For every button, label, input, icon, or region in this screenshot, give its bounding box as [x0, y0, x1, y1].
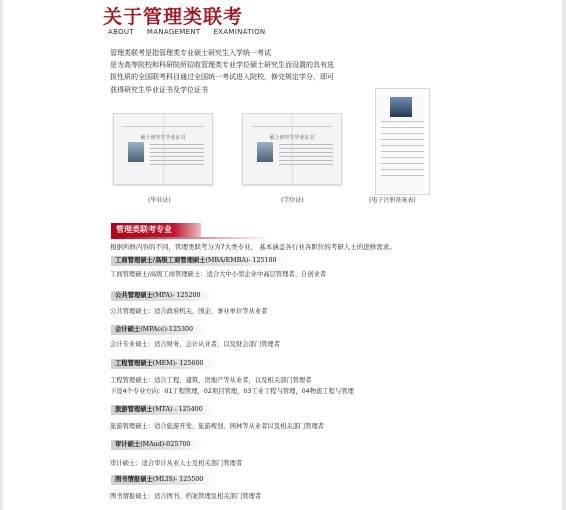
- diploma-certificate-image: [113, 113, 213, 185]
- registration-record-image: [375, 88, 430, 195]
- intro-line: 管理类联考是指管理类专业硕士研究生入学统一考试: [110, 49, 271, 57]
- caption-degree: (学位证): [281, 197, 304, 204]
- major-code: (MLIS)- 125500: [152, 476, 204, 483]
- major-desc-maud: 审计硕士：适合审计从业人士及相关部门管理者: [110, 460, 243, 467]
- major-code: (MAud)-025700: [140, 441, 191, 448]
- degree-certificate-image: [242, 113, 342, 185]
- caption-registration: (电子注册备案表): [369, 197, 416, 204]
- major-desc-mpacc: 会计专业硕士：适合财务、会计从业者，以及财会部门管理者: [110, 341, 281, 348]
- nav-examination: EXAMINATION: [213, 28, 266, 36]
- registration-photo: [390, 97, 412, 117]
- page-edge-right: [562, 0, 566, 510]
- page-edge-left: [0, 0, 3, 510]
- major-heading-mlis: [111, 475, 217, 485]
- section-banner: 管理类联考专业: [111, 223, 201, 237]
- major-heading-mpacc: [111, 325, 207, 335]
- intro-line: 获得研究生毕业证书及学位证书: [110, 85, 208, 94]
- major-name: 会计硕士: [115, 326, 141, 333]
- diploma-card-title: 硕士研究生毕业证书: [140, 135, 186, 141]
- major-name: 图书情报硕士: [115, 476, 153, 483]
- major-heading-mem: [111, 359, 217, 369]
- major-name: 工商管理硕士/高级工商管理硕士: [115, 257, 206, 264]
- intro-line: 是为高等院校和科研院所招收管理类专业学位硕士研究生而设置的具有选: [110, 61, 334, 70]
- degree-card-title: 硕士研究生毕业证书: [269, 135, 315, 141]
- caption-diploma: (毕业证): [148, 197, 171, 204]
- major-desc-mem-directions: 下设4个专业方向：01工程管理，02项目管理，03工业工程与管理，04物流工程与管理: [110, 388, 354, 395]
- major-heading-mta: [111, 405, 217, 415]
- major-desc-mta: 旅游管理硕士：适合旅游开发、旅游规划、园林等从业者以及相关部门管理者: [110, 423, 325, 430]
- subtitle-nav: [108, 28, 265, 36]
- major-heading-maud: [111, 440, 204, 450]
- major-code: (MBA/EMBA)- 125100: [205, 257, 277, 264]
- major-desc-mpa: 公共管理硕士：适合政府机关、国企、事业单位等从业者: [110, 308, 268, 315]
- major-name: 审计硕士: [115, 441, 141, 448]
- major-name: 公共管理硕士: [115, 292, 153, 299]
- major-code: (MPAcc)-125300: [140, 326, 193, 333]
- section-lead-text: 根据所修内容的不同，管理类联考分为7大类专业， 基本涵盖各行业各职位的考研人士的进修需求。: [110, 243, 396, 251]
- degree-photo: [257, 142, 273, 162]
- major-desc-mem: 工程管理硕士：适合工程、建筑、房地产等从业者，以及相关部门管理者: [110, 377, 312, 384]
- major-heading-mpa: [111, 291, 215, 301]
- diploma-photo: [128, 142, 144, 162]
- intro-paragraph: [110, 47, 400, 96]
- major-name: 工程管理硕士: [115, 360, 153, 367]
- major-heading-mba: [111, 256, 291, 266]
- major-desc-mlis: 图书情报硕士：适合图书、档案管理及相关部门管理者: [110, 493, 262, 500]
- nav-management: MANAGEMENT: [146, 28, 201, 36]
- page-title: 关于管理类联考: [103, 6, 244, 28]
- major-code: (MEM)- 125600: [152, 360, 204, 367]
- nav-about: ABOUT: [108, 28, 134, 36]
- major-code: (MPA)- 125200: [152, 292, 201, 299]
- major-code: (MTA) - 125400: [152, 406, 203, 413]
- intro-line: 拔性质的全国联考科目通过全国统一考试进入院校，修完规定学分，即可: [110, 73, 334, 82]
- major-desc-mba: 工商管理硕士/高级工商管理硕士：适合大中小型企业中高层管理者、自创业者: [110, 271, 327, 278]
- major-name: 旅游管理硕士: [115, 406, 153, 413]
